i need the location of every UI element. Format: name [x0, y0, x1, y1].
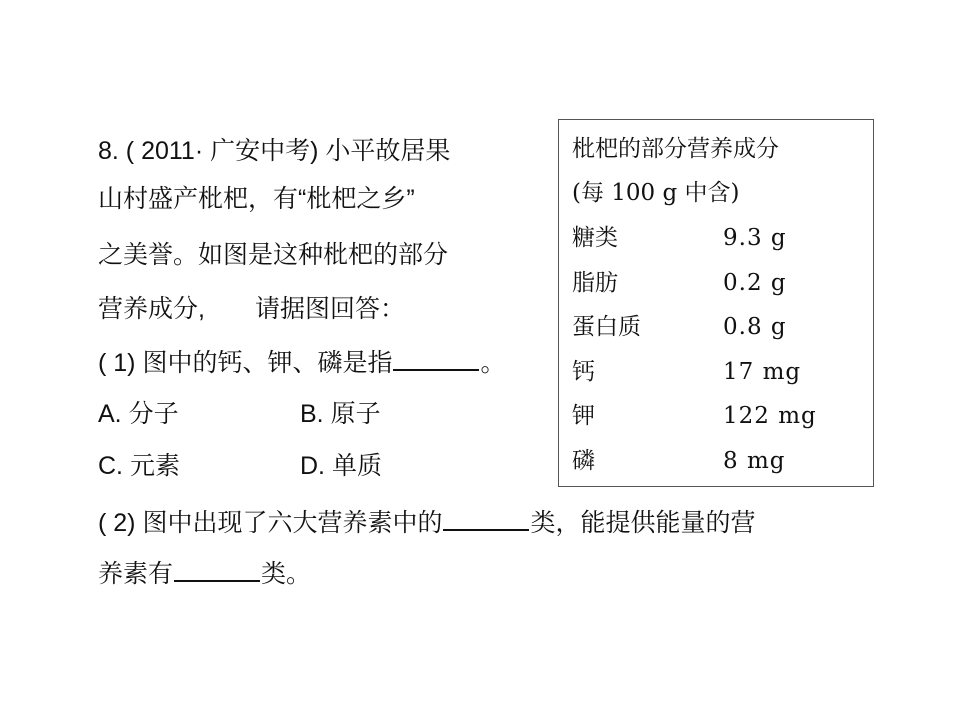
nutrition-table: [558, 119, 874, 487]
option-a: A. 分子: [98, 400, 179, 428]
nutrient-name: 蛋白质: [572, 314, 641, 340]
nutrient-value: 17 mg: [723, 359, 802, 385]
nutrient-name: 磷: [572, 448, 595, 474]
question-line-2: 山村盛产枇杷，有“枇杷之乡”: [98, 185, 415, 213]
subquestion-2-line-2-text: 养素有: [98, 560, 174, 588]
option-b: B. 原子: [300, 400, 381, 428]
nutrient-name: 脂肪: [572, 270, 618, 296]
nutrient-name: 钾: [572, 403, 595, 429]
nutrient-value: 0.2 g: [723, 270, 787, 296]
subquestion-2-suffix: 类。: [261, 560, 312, 588]
nutrient-value: 122 mg: [723, 403, 817, 429]
nutrition-table-subtitle: (每 100 g 中含): [572, 180, 740, 206]
option-c: C. 元素: [98, 452, 180, 480]
nutrient-name: 钙: [572, 359, 595, 385]
question-line-4: 营养成分, 请据图回答：: [98, 295, 405, 323]
question-line-1: 8. ( 2011· 广安中考) 小平故居果: [98, 137, 451, 165]
subquestion-2-text: ( 2) 图中出现了六大营养素中的: [98, 509, 443, 537]
nutrient-name: 糖类: [572, 225, 618, 251]
nutrient-value: 0.8 g: [723, 314, 787, 340]
answer-blank-2[interactable]: [443, 505, 529, 531]
answer-blank-1[interactable]: [393, 345, 479, 371]
question-line-3: 之美誉。如图是这种枇杷的部分: [98, 241, 449, 269]
nutrient-value: 8 mg: [723, 448, 786, 474]
subquestion-2-line-2: [98, 556, 311, 591]
option-d: D. 单质: [300, 452, 382, 480]
answer-blank-3[interactable]: [174, 556, 260, 582]
subquestion-1-text: ( 1) 图中的钙、钾、磷是指: [98, 349, 393, 377]
subquestion-2-middle: 类，能提供能量的营: [530, 509, 756, 537]
subquestion-1: [98, 345, 505, 380]
nutrient-value: 9.3 g: [723, 225, 787, 251]
subquestion-2: [98, 505, 755, 540]
subquestion-1-suffix: 。: [480, 349, 506, 377]
nutrition-table-title: 枇杷的部分营养成分: [572, 136, 779, 162]
